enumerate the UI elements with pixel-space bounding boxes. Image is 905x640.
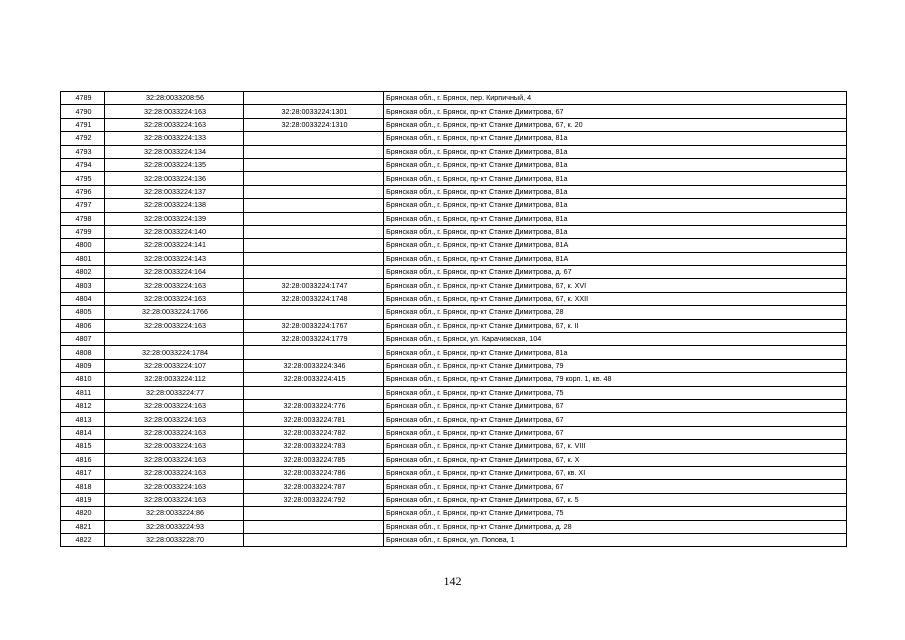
cadastral-number-cell: 32:28:0033224:86 [105, 507, 244, 520]
table-row [61, 252, 847, 265]
address-cell: Брянская обл., г. Брянск, пер. Кирпичный, 4 [384, 92, 847, 105]
record-number-cell: 4798 [61, 212, 105, 225]
cadastral-number-cell: 32:28:0033224:163 [105, 399, 244, 412]
record-number-cell: 4795 [61, 172, 105, 185]
record-number-cell: 4817 [61, 466, 105, 479]
cadastral-number-cell: 32:28:0033228:70 [105, 533, 244, 546]
record-number-cell: 4790 [61, 105, 105, 118]
cadastral-number-cell: 32:28:0033224:134 [105, 145, 244, 158]
table-row [61, 185, 847, 198]
premises-cadastral-number-cell: 32:28:0033224:776 [244, 399, 384, 412]
premises-cadastral-number-cell: 32:28:0033224:415 [244, 373, 384, 386]
address-cell: Брянская обл., г. Брянск, пр-кт Станке Димитрова, 28 [384, 306, 847, 319]
premises-cadastral-number-cell [244, 507, 384, 520]
record-number-cell: 4822 [61, 533, 105, 546]
table-row [61, 145, 847, 158]
table-row [61, 493, 847, 506]
address-cell: Брянская обл., г. Брянск, пр-кт Станке Димитрова, 67, к. XVI [384, 279, 847, 292]
table-row [61, 279, 847, 292]
table-row [61, 132, 847, 145]
address-cell: Брянская обл., г. Брянск, пр-кт Станке Димитрова, д. 67 [384, 266, 847, 279]
table-row [61, 480, 847, 493]
premises-cadastral-number-cell: 32:28:0033224:783 [244, 440, 384, 453]
record-number-cell: 4801 [61, 252, 105, 265]
address-cell: Брянская обл., г. Брянск, пр-кт Станке Димитрова, 81А [384, 239, 847, 252]
table-row [61, 172, 847, 185]
address-cell: Брянская обл., г. Брянск, пр-кт Станке Димитрова, 81а [384, 158, 847, 171]
address-cell: Брянская обл., г. Брянск, пр-кт Станке Димитрова, 81а [384, 132, 847, 145]
premises-cadastral-number-cell [244, 266, 384, 279]
table-row [61, 533, 847, 546]
address-cell: Брянская обл., г. Брянск, пр-кт Станке Димитрова, 81а [384, 225, 847, 238]
address-cell: Брянская обл., г. Брянск, пр-кт Станке Димитрова, 67, к. 5 [384, 493, 847, 506]
premises-cadastral-number-cell [244, 252, 384, 265]
cadastral-number-cell: 32:28:0033224:163 [105, 105, 244, 118]
cadastral-number-cell: 32:28:0033224:135 [105, 158, 244, 171]
address-cell: Брянская обл., г. Брянск, пр-кт Станке Димитрова, 81А [384, 252, 847, 265]
registry-table-body [61, 92, 847, 547]
address-cell: Брянская обл., г. Брянск, пр-кт Станке Димитрова, 81а [384, 199, 847, 212]
address-cell: Брянская обл., г. Брянск, пр-кт Станке Димитрова, 67 [384, 480, 847, 493]
premises-cadastral-number-cell: 32:28:0033224:1748 [244, 292, 384, 305]
address-cell: Брянская обл., г. Брянск, пр-кт Станке Димитрова, 67 [384, 399, 847, 412]
cadastral-number-cell: 32:28:0033224:164 [105, 266, 244, 279]
cadastral-number-cell: 32:28:0033224:1784 [105, 346, 244, 359]
cadastral-number-cell: 32:28:0033224:163 [105, 493, 244, 506]
premises-cadastral-number-cell: 32:28:0033224:786 [244, 466, 384, 479]
record-number-cell: 4820 [61, 507, 105, 520]
cadastral-number-cell: 32:28:0033224:163 [105, 466, 244, 479]
record-number-cell: 4799 [61, 225, 105, 238]
table-row [61, 359, 847, 372]
address-cell: Брянская обл., г. Брянск, пр-кт Станке Димитрова, 81а [384, 185, 847, 198]
address-cell: Брянская обл., г. Брянск, пр-кт Станке Димитрова, 67, к. X [384, 453, 847, 466]
premises-cadastral-number-cell [244, 346, 384, 359]
cadastral-number-cell: 32:28:0033224:163 [105, 319, 244, 332]
premises-cadastral-number-cell [244, 212, 384, 225]
record-number-cell: 4791 [61, 118, 105, 131]
premises-cadastral-number-cell [244, 199, 384, 212]
record-number-cell: 4806 [61, 319, 105, 332]
premises-cadastral-number-cell [244, 185, 384, 198]
table-row [61, 225, 847, 238]
table-row [61, 373, 847, 386]
premises-cadastral-number-cell [244, 533, 384, 546]
table-row [61, 440, 847, 453]
record-number-cell: 4797 [61, 199, 105, 212]
premises-cadastral-number-cell [244, 172, 384, 185]
premises-cadastral-number-cell: 32:28:0033224:1779 [244, 333, 384, 346]
address-cell: Брянская обл., г. Брянск, пр-кт Станке Димитрова, 81а [384, 346, 847, 359]
table-row [61, 105, 847, 118]
premises-cadastral-number-cell: 32:28:0033224:787 [244, 480, 384, 493]
premises-cadastral-number-cell [244, 132, 384, 145]
address-cell: Брянская обл., г. Брянск, пр-кт Станке Димитрова, 75 [384, 507, 847, 520]
property-registry-table [60, 91, 847, 547]
cadastral-number-cell: 32:28:0033224:77 [105, 386, 244, 399]
record-number-cell: 4811 [61, 386, 105, 399]
cadastral-number-cell: 32:28:0033224:163 [105, 440, 244, 453]
premises-cadastral-number-cell: 32:28:0033224:1301 [244, 105, 384, 118]
record-number-cell: 4810 [61, 373, 105, 386]
cadastral-number-cell: 32:28:0033224:112 [105, 373, 244, 386]
address-cell: Брянская обл., г. Брянск, пр-кт Станке Димитрова, 75 [384, 386, 847, 399]
premises-cadastral-number-cell [244, 225, 384, 238]
table-row [61, 453, 847, 466]
address-cell: Брянская обл., г. Брянск, пр-кт Станке Димитрова, 67, к. 20 [384, 118, 847, 131]
premises-cadastral-number-cell: 32:28:0033224:1310 [244, 118, 384, 131]
cadastral-number-cell: 32:28:0033224:107 [105, 359, 244, 372]
cadastral-number-cell: 32:28:0033208:56 [105, 92, 244, 105]
table-row [61, 306, 847, 319]
cadastral-number-cell [105, 333, 244, 346]
address-cell: Брянская обл., г. Брянск, пр-кт Станке Димитрова, 67 [384, 426, 847, 439]
premises-cadastral-number-cell: 32:28:0033224:346 [244, 359, 384, 372]
record-number-cell: 4794 [61, 158, 105, 171]
table-row [61, 319, 847, 332]
address-cell: Брянская обл., г. Брянск, пр-кт Станке Димитрова, 67 [384, 105, 847, 118]
premises-cadastral-number-cell [244, 158, 384, 171]
premises-cadastral-number-cell: 32:28:0033224:785 [244, 453, 384, 466]
premises-cadastral-number-cell: 32:28:0033224:1767 [244, 319, 384, 332]
record-number-cell: 4793 [61, 145, 105, 158]
table-row [61, 346, 847, 359]
premises-cadastral-number-cell: 32:28:0033224:792 [244, 493, 384, 506]
record-number-cell: 4805 [61, 306, 105, 319]
premises-cadastral-number-cell [244, 145, 384, 158]
cadastral-number-cell: 32:28:0033224:163 [105, 292, 244, 305]
address-cell: Брянская обл., г. Брянск, пр-кт Станке Димитрова, 67, к. XXII [384, 292, 847, 305]
cadastral-number-cell: 32:28:0033224:137 [105, 185, 244, 198]
cadastral-number-cell: 32:28:0033224:163 [105, 413, 244, 426]
table-row [61, 92, 847, 105]
address-cell: Брянская обл., г. Брянск, пр-кт Станке Димитрова, 67, к. II [384, 319, 847, 332]
record-number-cell: 4808 [61, 346, 105, 359]
table-row [61, 333, 847, 346]
premises-cadastral-number-cell [244, 239, 384, 252]
record-number-cell: 4792 [61, 132, 105, 145]
table-row [61, 426, 847, 439]
record-number-cell: 4816 [61, 453, 105, 466]
cadastral-number-cell: 32:28:0033224:163 [105, 453, 244, 466]
table-row [61, 507, 847, 520]
premises-cadastral-number-cell: 32:28:0033224:1747 [244, 279, 384, 292]
address-cell: Брянская обл., г. Брянск, пр-кт Станке Димитрова, 67, к. VIII [384, 440, 847, 453]
record-number-cell: 4800 [61, 239, 105, 252]
cadastral-number-cell: 32:28:0033224:163 [105, 279, 244, 292]
record-number-cell: 4809 [61, 359, 105, 372]
cadastral-number-cell: 32:28:0033224:139 [105, 212, 244, 225]
table-row [61, 520, 847, 533]
cadastral-number-cell: 32:28:0033224:163 [105, 118, 244, 131]
cadastral-number-cell: 32:28:0033224:133 [105, 132, 244, 145]
cadastral-number-cell: 32:28:0033224:163 [105, 480, 244, 493]
cadastral-number-cell: 32:28:0033224:136 [105, 172, 244, 185]
table-row [61, 158, 847, 171]
address-cell: Брянская обл., г. Брянск, пр-кт Станке Димитрова, 81а [384, 145, 847, 158]
cadastral-number-cell: 32:28:0033224:93 [105, 520, 244, 533]
address-cell: Брянская обл., г. Брянск, ул. Попова, 1 [384, 533, 847, 546]
table-row [61, 239, 847, 252]
record-number-cell: 4813 [61, 413, 105, 426]
address-cell: Брянская обл., г. Брянск, пр-кт Станке Димитрова, 67 [384, 413, 847, 426]
cadastral-number-cell: 32:28:0033224:140 [105, 225, 244, 238]
premises-cadastral-number-cell [244, 386, 384, 399]
premises-cadastral-number-cell [244, 520, 384, 533]
record-number-cell: 4815 [61, 440, 105, 453]
cadastral-number-cell: 32:28:0033224:143 [105, 252, 244, 265]
record-number-cell: 4807 [61, 333, 105, 346]
table-row [61, 212, 847, 225]
table-row [61, 118, 847, 131]
table-row [61, 399, 847, 412]
table-row [61, 266, 847, 279]
premises-cadastral-number-cell: 32:28:0033224:782 [244, 426, 384, 439]
record-number-cell: 4821 [61, 520, 105, 533]
table-row [61, 292, 847, 305]
address-cell: Брянская обл., г. Брянск, пр-кт Станке Димитрова, 79 [384, 359, 847, 372]
record-number-cell: 4819 [61, 493, 105, 506]
cadastral-number-cell: 32:28:0033224:1766 [105, 306, 244, 319]
address-cell: Брянская обл., г. Брянск, пр-кт Станке Димитрова, 79 корп. 1, кв. 48 [384, 373, 847, 386]
address-cell: Брянская обл., г. Брянск, пр-кт Станке Димитрова, 67, кв. XI [384, 466, 847, 479]
table-row [61, 413, 847, 426]
table-row [61, 199, 847, 212]
table-row [61, 386, 847, 399]
table-row [61, 466, 847, 479]
record-number-cell: 4812 [61, 399, 105, 412]
page-number: 142 [443, 574, 462, 588]
address-cell: Брянская обл., г. Брянск, пр-кт Станке Димитрова, 81а [384, 172, 847, 185]
record-number-cell: 4804 [61, 292, 105, 305]
record-number-cell: 4803 [61, 279, 105, 292]
premises-cadastral-number-cell [244, 92, 384, 105]
record-number-cell: 4814 [61, 426, 105, 439]
record-number-cell: 4802 [61, 266, 105, 279]
cadastral-number-cell: 32:28:0033224:138 [105, 199, 244, 212]
premises-cadastral-number-cell [244, 306, 384, 319]
cadastral-number-cell: 32:28:0033224:163 [105, 426, 244, 439]
cadastral-number-cell: 32:28:0033224:141 [105, 239, 244, 252]
premises-cadastral-number-cell: 32:28:0033224:781 [244, 413, 384, 426]
record-number-cell: 4796 [61, 185, 105, 198]
record-number-cell: 4789 [61, 92, 105, 105]
record-number-cell: 4818 [61, 480, 105, 493]
address-cell: Брянская обл., г. Брянск, пр-кт Станке Димитрова, 81а [384, 212, 847, 225]
address-cell: Брянская обл., г. Брянск, ул. Карачижская, 104 [384, 333, 847, 346]
address-cell: Брянская обл., г. Брянск, пр-кт Станке Димитрова, д. 28 [384, 520, 847, 533]
